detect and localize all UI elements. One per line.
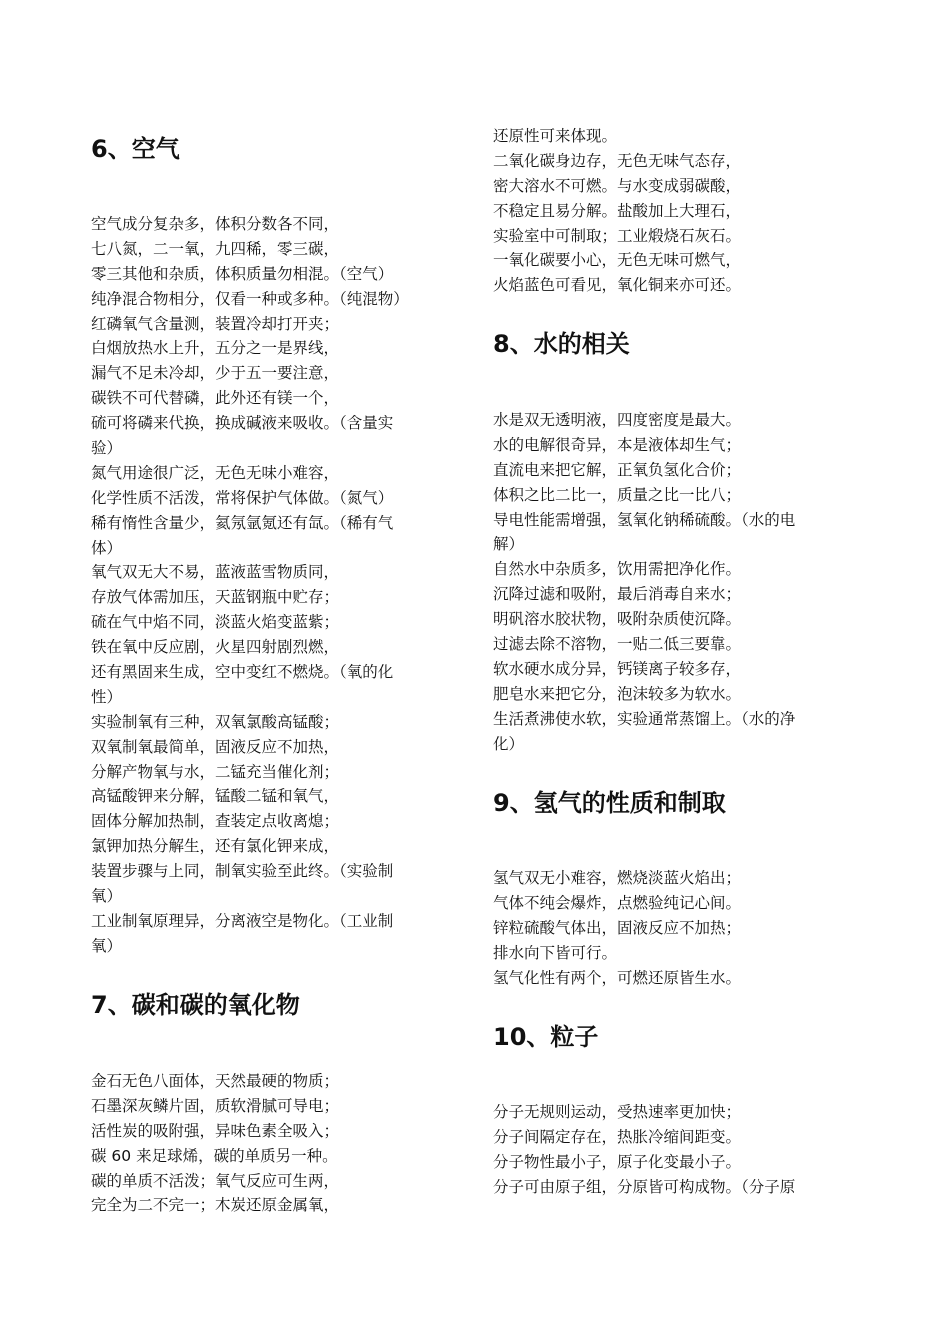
text-line: 密大溶水不可燃。与水变成弱碳酸， xyxy=(493,176,742,195)
section-heading-water: 8、水的相关 xyxy=(493,330,630,358)
text-line: 碳 60 来足球烯，碳的单质另一种。 xyxy=(91,1146,338,1165)
text-line: 分子物性最小子，原子化变最小子。 xyxy=(493,1152,742,1171)
text-line: 解） xyxy=(493,535,525,554)
text-line: 还有黑固来生成，空中变红不燃烧。（氧的化 xyxy=(91,663,394,682)
text-line: 空气成分复杂多，体积分数各不同， xyxy=(91,215,340,233)
text-line: 生活煮沸使水软，实验通常蒸馏上。（水的净 xyxy=(493,709,796,728)
text-line: 过滤去除不溶物，一贴二低三要靠。 xyxy=(493,635,742,654)
text-line: 纯净混合物相分，仅看一种或多种。（纯混物） xyxy=(91,289,409,308)
text-line: 氧） xyxy=(91,936,123,955)
text-line: 白烟放热水上升，五分之一是界线， xyxy=(91,339,340,358)
text-line: 不稳定且易分解。盐酸加上大理石， xyxy=(493,201,742,220)
text-line: 气体不纯会爆炸，点燃验纯记心间。 xyxy=(493,893,742,912)
text-line: 实验室中可制取；工业煅烧石灰石。 xyxy=(493,226,742,245)
text-line: 氯钾加热分解生，还有氯化钾来成， xyxy=(91,837,340,856)
text-line: 性） xyxy=(91,687,123,706)
text-line: 自然水中杂质多，饮用需把净化作。 xyxy=(493,560,742,579)
text-line: 水的电解很奇异，本是液体却生气； xyxy=(493,435,742,454)
text-line: 排水向下皆可行。 xyxy=(493,943,618,962)
section-body-air xyxy=(91,212,463,959)
section-body-carbon xyxy=(91,1069,463,1218)
text-line: 稀有惰性含量少，氦氖氩氪还有氙。（稀有气 xyxy=(91,513,394,532)
text-line: 铁在氧中反应剧，火星四射剧烈燃， xyxy=(91,638,340,657)
text-line: 工业制氧原理异，分离液空是物化。（工业制 xyxy=(91,911,394,930)
text-line: 漏气不足未冷却，少于五一要注意， xyxy=(91,364,340,383)
text-line: 实验制氧有三种，双氧氯酸高锰酸； xyxy=(91,712,340,731)
text-line: 氢气双无小难容，燃烧淡蓝火焰出； xyxy=(493,869,742,887)
section-body-hydrogen xyxy=(493,866,865,990)
text-line: 分解产物氧与水，二锰充当催化剂； xyxy=(91,762,340,781)
section-body-water xyxy=(493,408,865,756)
text-line: 石墨深灰鳞片固，质软滑腻可导电； xyxy=(91,1096,340,1115)
text-line: 金石无色八面体，天然最硬的物质； xyxy=(91,1072,340,1090)
text-line: 红磷氧气含量测，装置冷却打开夹； xyxy=(91,314,340,333)
text-line: 验） xyxy=(91,439,123,458)
text-line: 火焰蓝色可看见，氧化铜来亦可还。 xyxy=(493,276,742,295)
text-line: 完全为二不完一；木炭还原金属氧， xyxy=(91,1196,340,1215)
text-line: 活性炭的吸附强，异味色素全吸入； xyxy=(91,1121,340,1140)
section-heading-particles: 10、粒子 xyxy=(493,1023,599,1051)
text-line: 硫在气中焰不同，淡蓝火焰变蓝紫； xyxy=(91,613,340,632)
section-heading-carbon: 7、碳和碳的氧化物 xyxy=(91,991,300,1019)
text-line: 氧） xyxy=(91,887,123,906)
text-line: 还原性可来体现。 xyxy=(493,127,618,145)
text-line: 硫可将磷来代换，换成碱液来吸收。（含量实 xyxy=(91,414,394,433)
text-line: 软水硬水成分异，钙镁离子较多存， xyxy=(493,659,742,678)
text-line: 装置步骤与上同，制氧实验至此终。（实验制 xyxy=(91,862,394,881)
text-line: 二氧化碳身边存，无色无味气态存， xyxy=(493,151,742,170)
text-line: 沉降过滤和吸附，最后消毒自来水； xyxy=(493,585,742,604)
section-body-particles xyxy=(493,1100,865,1200)
text-line: 肥皂水来把它分，泡沫较多为软水。 xyxy=(493,684,742,703)
section-heading-hydrogen: 9、氢气的性质和制取 xyxy=(493,789,726,817)
text-line: 体） xyxy=(91,538,123,557)
carbon-continuation-body xyxy=(493,124,865,298)
text-line: 零三其他和杂质，体积质量勿相混。（空气） xyxy=(91,264,394,283)
text-line: 存放气体需加压，天蓝钢瓶中贮存； xyxy=(91,588,340,607)
text-line: 氢气化性有两个，可燃还原皆生水。 xyxy=(493,968,742,987)
text-line: 固体分解加热制，查装定点收离熄； xyxy=(91,812,340,831)
text-line: 化） xyxy=(493,734,525,753)
text-line: 水是双无透明液，四度密度是最大。 xyxy=(493,411,742,429)
text-line: 双氧制氧最简单，固液反应不加热， xyxy=(91,737,340,756)
text-line: 导电性能需增强，氢氧化钠稀硫酸。（水的电 xyxy=(493,510,796,529)
text-line: 碳的单质不活泼；氧气反应可生两， xyxy=(91,1171,340,1190)
text-line: 锌粒硫酸气体出，固液反应不加热； xyxy=(493,918,742,937)
text-line: 高锰酸钾来分解，锰酸二锰和氧气， xyxy=(91,787,340,806)
text-line: 一氧化碳要小心，无色无味可燃气， xyxy=(493,251,742,270)
text-line: 直流电来把它解，正氧负氢化合价； xyxy=(493,460,742,479)
text-line: 明矾溶水胶状物，吸附杂质使沉降。 xyxy=(493,610,742,629)
text-line: 氧气双无大不易，蓝液蓝雪物质同， xyxy=(91,563,340,582)
text-line: 分子无规则运动，受热速率更加快； xyxy=(493,1103,742,1121)
text-line: 化学性质不活泼，常将保护气体做。（氮气） xyxy=(91,488,394,507)
text-line: 七八氮，二一氧，九四稀，零三碳， xyxy=(91,239,340,258)
text-line: 分子可由原子组，分原皆可构成物。（分子原 xyxy=(493,1177,796,1196)
text-line: 体积之比二比一，质量之比一比八； xyxy=(493,485,742,504)
text-line: 氮气用途很广泛，无色无味小难容， xyxy=(91,463,340,482)
text-line: 碳铁不可代替磷，此外还有镁一个， xyxy=(91,389,340,408)
text-line: 分子间隔定存在，热胀冷缩间距变。 xyxy=(493,1127,742,1146)
section-heading-air: 6、空气 xyxy=(91,135,180,163)
